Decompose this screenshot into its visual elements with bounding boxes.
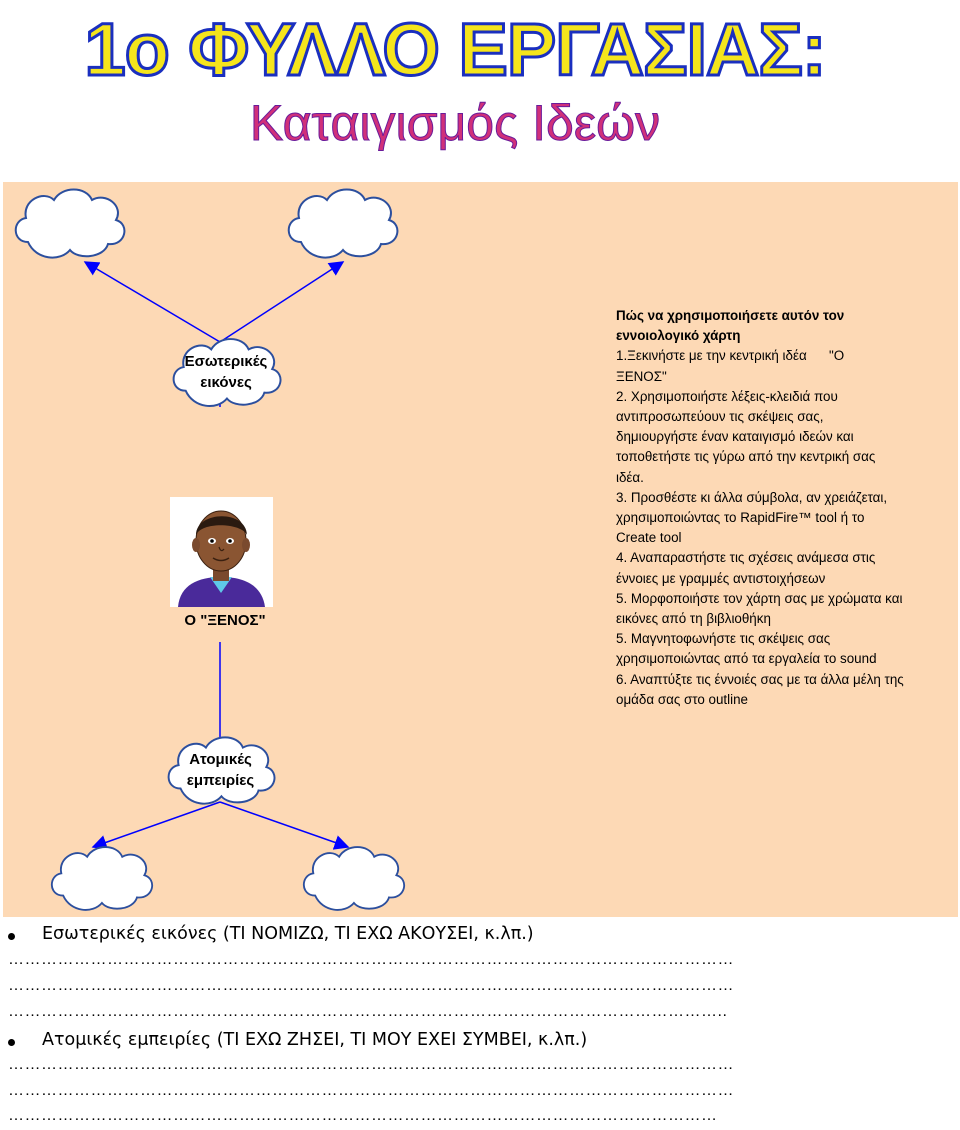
instruction-line: 5. Μορφοποιήστε τον χάρτη σας με χρώματα και bbox=[616, 590, 903, 606]
connector-to-bottom-left bbox=[93, 802, 220, 847]
answer-line[interactable]: …………………………………………………………………………………………………………………… bbox=[8, 977, 734, 994]
bullet-icon bbox=[8, 933, 15, 940]
label-line-1: Εσωτερικές bbox=[184, 353, 268, 370]
instruction-line: αντιπροσωπεύουν τις σκέψεις σας, bbox=[616, 409, 824, 425]
instruction-line: Create tool bbox=[616, 530, 682, 546]
instructions-heading-1: Πώς να χρησιμοποιήσετε αυτόν τον bbox=[616, 308, 845, 323]
label-line-2: εικόνες bbox=[200, 374, 252, 391]
answer-line[interactable]: ………………………………………………………………………………………………………………….. bbox=[8, 1003, 728, 1020]
instruction-line: 6. Αναπτύξτε τις έννοιές σας με τα άλλα μέλη της bbox=[616, 671, 904, 687]
instruction-line: χρησιμοποιώντας από τα εργαλεία το sound bbox=[616, 651, 877, 667]
cloud-personal-experiences[interactable] bbox=[158, 732, 283, 808]
instruction-line: χρησιμοποιώντας το RapidFire™ tool ή το bbox=[616, 510, 865, 526]
cloud-internal-images-label bbox=[166, 332, 286, 412]
answer-line[interactable]: …………………………………………………………………………………………………………………… bbox=[8, 951, 734, 968]
cloud-top-right[interactable] bbox=[281, 184, 403, 262]
person-icon bbox=[170, 497, 273, 607]
question-text: Εσωτερικές εικόνες (ΤΙ ΝΟΜΙΖΩ, ΤΙ ΕΧΩ ΑΚΟΥΣΕΙ, κ.λπ.) bbox=[42, 924, 534, 944]
label-line-2: εμπειρίες bbox=[186, 772, 255, 789]
cloud-bottom-left[interactable] bbox=[41, 842, 161, 914]
title-line-2: Καταιγισμός Ιδεών bbox=[249, 95, 661, 151]
connector-to-top-right bbox=[220, 262, 343, 342]
connector-to-bottom-right bbox=[220, 802, 348, 847]
concept-map-canvas bbox=[3, 182, 958, 917]
title-line-1: 1ο ΦΥΛΛΟ ΕΡΓΑΣΙΑΣ: bbox=[84, 8, 826, 91]
instruction-line: 3. Προσθέστε κι άλλα σύμβολα, αν χρειάζεται, bbox=[616, 489, 888, 505]
cloud-internal-images[interactable] bbox=[166, 332, 286, 412]
stranger-avatar[interactable] bbox=[170, 497, 273, 607]
instruction-line: 1.Ξεκινήστε με την κεντρική ιδέα "Ο bbox=[616, 348, 845, 364]
worksheet-title bbox=[84, 0, 826, 160]
instructions-heading-2: εννοιολογικό χάρτη bbox=[616, 328, 741, 344]
answer-line[interactable]: …………………………………………………………………………………………………………………… bbox=[8, 1056, 734, 1073]
cloud-top-left[interactable] bbox=[8, 184, 130, 262]
bullet-icon bbox=[8, 1039, 15, 1046]
answer-line[interactable]: …………………………………………………………………………………………………………………… bbox=[8, 1082, 734, 1099]
instructions-panel bbox=[616, 306, 951, 710]
answer-line[interactable]: ………………………………………………………………………………………………………………… bbox=[8, 1107, 718, 1124]
title-art bbox=[84, 0, 826, 160]
label-line-1: Ατομικές bbox=[189, 751, 252, 768]
instruction-line: ιδέα. bbox=[616, 469, 644, 485]
cloud-bottom-right[interactable] bbox=[293, 842, 413, 914]
question-text: Ατομικές εμπειρίες (ΤΙ ΕΧΩ ΖΗΣΕΙ, ΤΙ ΜΟΥ ΕΧΕΙ ΣΥΜΒΕΙ, κ.λπ.) bbox=[42, 1030, 588, 1050]
cloud-personal-experiences-label bbox=[158, 732, 283, 808]
instruction-line: εικόνες από τη βιβλιοθήκη bbox=[616, 611, 771, 627]
instruction-line: ΞΕΝΟΣ" bbox=[616, 368, 667, 384]
instruction-line: 2. Χρησιμοποιήστε λέξεις-κλειδιά που bbox=[616, 388, 838, 404]
instruction-line: 4. Αναπαραστήστε τις σχέσεις ανάμεσα στις bbox=[616, 550, 876, 566]
instruction-line: τοποθετήστε τις γύρω από την κεντρική σας bbox=[616, 449, 876, 465]
instruction-line: 5. Μαγνητοφωνήστε τις σκέψεις σας bbox=[616, 631, 831, 647]
connector-to-top-left bbox=[85, 262, 220, 342]
instruction-line: δημιουργήστε έναν καταιγισμό ιδεών και bbox=[616, 429, 854, 445]
center-concept-label: Ο "ΞΕΝΟΣ" bbox=[184, 612, 266, 629]
instruction-line: ομάδα σας στο outline bbox=[616, 691, 748, 707]
instruction-line: έννοιες με γραμμές αντιστοιχήσεων bbox=[616, 570, 826, 586]
